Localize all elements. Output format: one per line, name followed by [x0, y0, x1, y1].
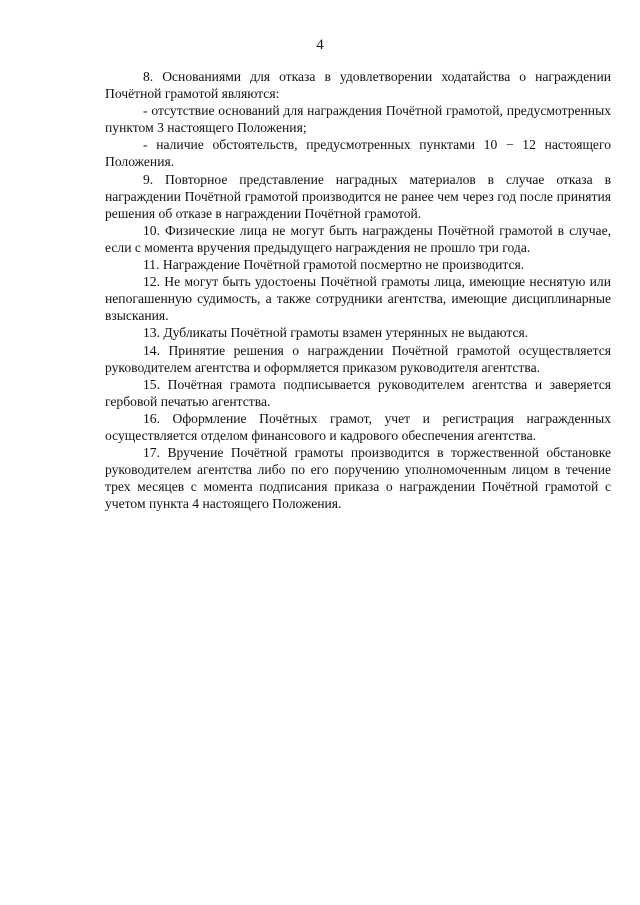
paragraph-16-registration: 16. Оформление Почётных грамот, учет и регистрация награжденных осуществляется отделом финансового и кадрового обеспечения агентства. — [105, 410, 611, 443]
paragraph-14-decision: 14. Принятие решения о награждении Почётной грамотой осуществляется руководителем агентства и оформляется приказом руководителя агентства. — [105, 342, 611, 375]
document-body — [105, 68, 611, 512]
paragraph-8-item-no-grounds: - отсутствие оснований для награждения Почётной грамотой, предусмотренных пунктом 3 настоящего Положения; — [105, 103, 611, 136]
paragraph-13-duplicates: 13. Дубликаты Почётной грамоты взамен утерянных не выдаются. — [143, 325, 529, 341]
paragraph-10-three-year-rule: 10. Физические лица не могут быть награждены Почётной грамотой в случае, если с момента вручения предыдущего награждения не прошло три года. — [105, 222, 611, 255]
paragraph-12-ineligible-persons: 12. Не могут быть удостоены Почётной грамоты лица, имеющие неснятую или непогашенную судимость, а также сотрудники агентства, имеющие дисциплинарные взыскания. — [105, 274, 611, 324]
paragraph-15-signature-seal: 15. Почётная грамота подписывается руководителем агентства и заверяется гербовой печатью агентства. — [105, 376, 611, 409]
paragraph-8-grounds-for-refusal: 8. Основаниями для отказа в удовлетворении ходатайства о награждении Почётной грамотой являются: — [105, 69, 611, 102]
paragraph-8-item-circumstances: - наличие обстоятельств, предусмотренных пунктами 10 − 12 настоящего Положения. — [105, 137, 611, 170]
paragraph-9-resubmission: 9. Повторное представление наградных материалов в случае отказа в награждении Почётной грамотой производится не ранее чем через год после принятия решения об отказе в награждении Почётной грамотой. — [105, 171, 611, 221]
paragraph-11-posthumous: 11. Награждение Почётной грамотой посмертно не производится. — [143, 257, 525, 273]
paragraph-17-presentation: 17. Вручение Почётной грамоты производится в торжественной обстановке руководителем агентства либо по его поручению уполномоченным лицом в течение трех месяцев с момента подписания приказа о награждении Почётной грамотой с учетом пункта 4 настоящего Положения. — [105, 445, 611, 512]
page-number: 4 — [316, 37, 324, 53]
